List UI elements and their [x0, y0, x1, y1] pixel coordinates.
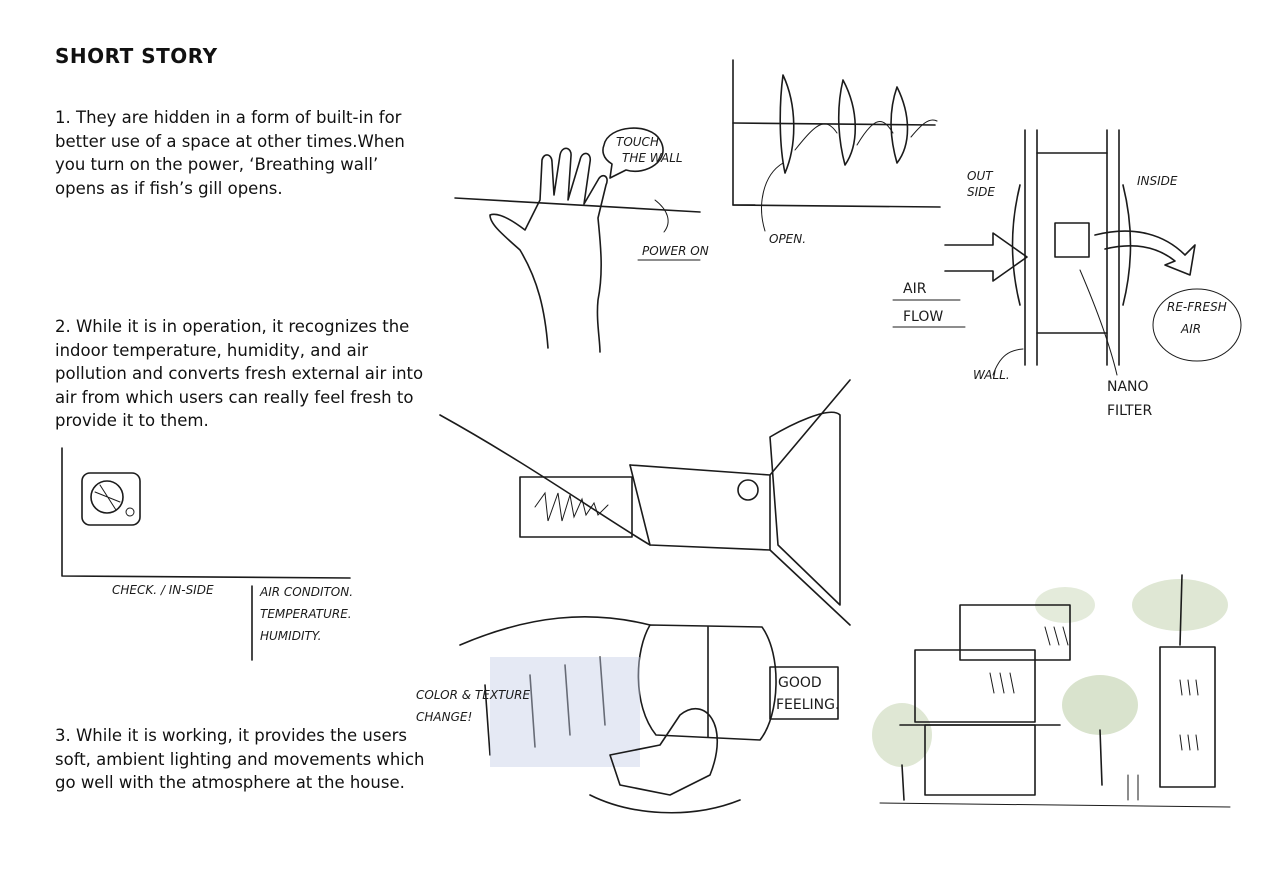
label-flow: FLOW — [903, 309, 944, 325]
label-color-texture: COLOR & TEXTURE — [416, 688, 531, 702]
label-check-inside: CHECK. / IN-SIDE — [112, 583, 214, 597]
label-outside-2: SIDE — [967, 185, 995, 199]
label-refresh-air: AIR — [1181, 322, 1202, 336]
wall-section-sketch — [885, 125, 1245, 425]
label-the-wall: THE WALL — [622, 151, 683, 165]
label-power-on: POWER ON — [642, 244, 709, 258]
story-paragraph-2: 2. While it is in operation, it recognizes the indoor temperature, humidity, and air pollution and converts fresh external air into air from which users can really feel fresh to provide it to them. — [55, 317, 424, 430]
story-paragraph-3: 3. While it is working, it provides the users soft, ambient lighting and movements which go well with the atmosphere at the house. — [55, 726, 425, 792]
story-paragraph-1: 1. They are hidden in a form of built-in for better use of a space at other times.When you turn on the power, ‘Breathing wall’ opens as if fish’s gill opens. — [55, 108, 405, 198]
label-touch: TOUCH — [616, 135, 659, 149]
interior-perspective-sketch — [410, 375, 870, 835]
label-inside: INSIDE — [1137, 174, 1178, 188]
label-change: CHANGE! — [416, 710, 473, 724]
label-air-condition: AIR CONDITON. — [260, 585, 354, 599]
hand-touch-sketch — [450, 100, 730, 360]
sensor-panel-sketch — [50, 440, 380, 670]
label-feeling: FEELING. — [776, 697, 840, 713]
label-filter: FILTER — [1107, 403, 1153, 419]
label-wall: WALL. — [973, 368, 1010, 382]
building-exterior-sketch — [870, 575, 1240, 825]
label-good: GOOD — [778, 675, 822, 691]
label-open: OPEN. — [769, 232, 807, 246]
page-title: SHORT STORY — [55, 44, 218, 68]
label-temperature: TEMPERATURE. — [260, 607, 352, 621]
label-nano: NANO — [1107, 379, 1149, 395]
label-refresh: RE-FRESH — [1167, 300, 1227, 314]
label-outside-1: OUT — [967, 169, 993, 183]
label-humidity: HUMIDITY. — [260, 629, 322, 643]
label-air: AIR — [903, 281, 927, 297]
